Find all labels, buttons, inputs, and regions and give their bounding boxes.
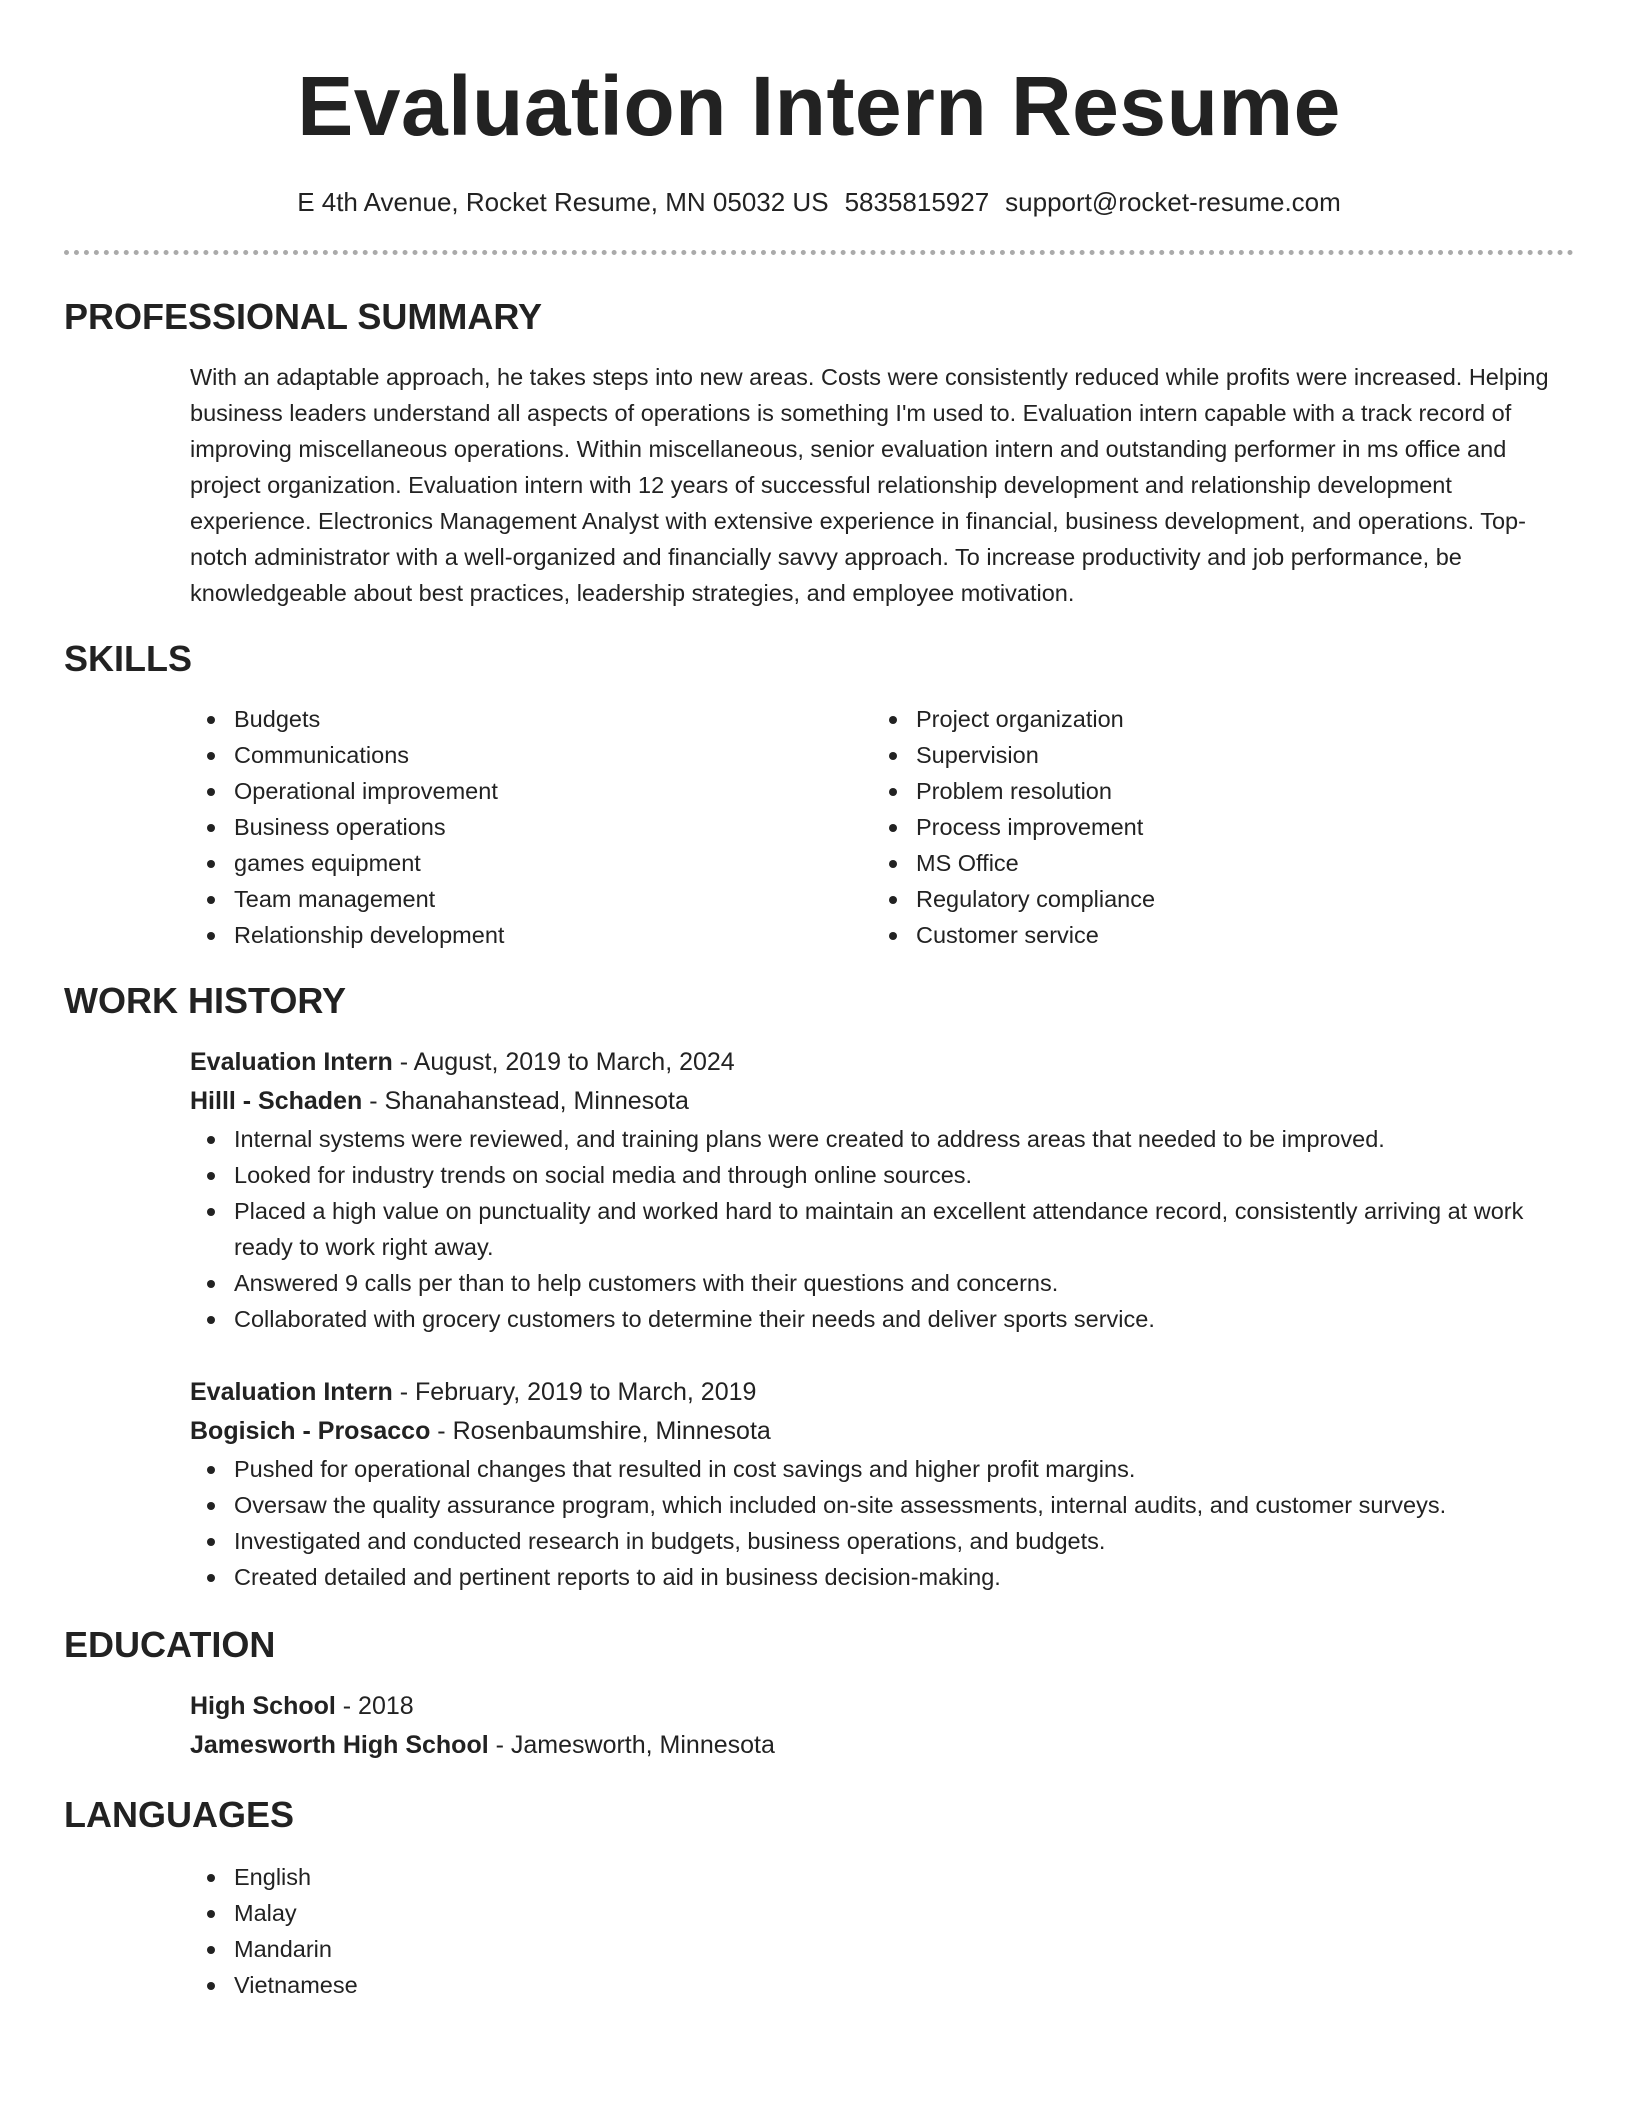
job-location: - Shanahanstead, Minnesota	[362, 1087, 689, 1115]
job-bullet: Created detailed and pertinent reports to aid in business decision-making.	[190, 1559, 1574, 1595]
skill-item: Communications	[190, 737, 872, 773]
language-item: Vietnamese	[190, 1967, 1574, 2003]
job-bullet: Investigated and conducted research in budgets, business operations, and budgets.	[190, 1523, 1574, 1559]
work-history-heading: WORK HISTORY	[64, 980, 347, 1021]
education-school: Jamesworth High School	[190, 1731, 489, 1759]
resume-page	[64, 0, 1574, 2003]
education-degree-line	[190, 1687, 1574, 1726]
education-location: - Jamesworth, Minnesota	[488, 1731, 775, 1759]
skill-item: Business operations	[190, 809, 872, 845]
skill-item: MS Office	[872, 845, 1554, 881]
job-bullet: Looked for industry trends on social media and through online sources.	[190, 1157, 1574, 1193]
resume-title: Evaluation Intern Resume	[297, 59, 1341, 153]
skills-column-left	[190, 701, 872, 953]
job-entry	[190, 1373, 1574, 1595]
skill-item: Relationship development	[190, 917, 872, 953]
skill-item: Process improvement	[872, 809, 1554, 845]
skills-grid	[190, 701, 1574, 953]
skills-column-right	[872, 701, 1554, 953]
skill-item: Operational improvement	[190, 773, 872, 809]
skill-item: Supervision	[872, 737, 1554, 773]
job-location: - Rosenbaumshire, Minnesota	[430, 1417, 771, 1445]
job-role-line	[190, 1373, 1574, 1412]
skill-item: Team management	[190, 881, 872, 917]
job-company: Hilll - Schaden	[190, 1087, 363, 1115]
job-role: Evaluation Intern	[190, 1048, 393, 1076]
job-bullet: Collaborated with grocery customers to determine their needs and deliver sports service.	[190, 1301, 1574, 1337]
job-bullet: Oversaw the quality assurance program, which included on-site assessments, internal audits, and customer surveys.	[190, 1487, 1574, 1523]
contact-phone: 5835815927	[844, 187, 990, 217]
job-role-line	[190, 1043, 1574, 1082]
language-item: English	[190, 1859, 1574, 1895]
skill-item: games equipment	[190, 845, 872, 881]
job-entry	[190, 1043, 1574, 1337]
job-company: Bogisich - Prosacco	[190, 1417, 431, 1445]
job-bullet: Answered 9 calls per than to help customers with their questions and concerns.	[190, 1265, 1574, 1301]
job-dates: - February, 2019 to March, 2019	[392, 1378, 757, 1406]
job-bullet: Internal systems were reviewed, and training plans were created to address areas that needed to be improved.	[190, 1121, 1574, 1157]
language-item: Malay	[190, 1895, 1574, 1931]
job-dates: - August, 2019 to March, 2024	[392, 1048, 735, 1076]
job-bullet: Placed a high value on punctuality and worked hard to maintain an excellent attendance record, consistently arriving at work ready to work right away.	[190, 1193, 1574, 1265]
contact-email: support@rocket-resume.com	[1005, 187, 1341, 217]
job-company-line	[190, 1082, 1574, 1121]
language-item: Mandarin	[190, 1931, 1574, 1967]
header-divider	[64, 250, 1574, 255]
contact-address: E 4th Avenue, Rocket Resume, MN 05032 US	[297, 187, 829, 217]
education-heading: EDUCATION	[64, 1624, 276, 1665]
education-degree: High School	[190, 1692, 336, 1720]
skill-item: Customer service	[872, 917, 1554, 953]
job-bullet: Pushed for operational changes that resulted in cost savings and higher profit margins.	[190, 1451, 1574, 1487]
skill-item: Regulatory compliance	[872, 881, 1554, 917]
job-company-line	[190, 1412, 1574, 1451]
summary-heading: PROFESSIONAL SUMMARY	[64, 296, 543, 337]
languages-heading: LANGUAGES	[64, 1794, 295, 1835]
job-role: Evaluation Intern	[190, 1378, 393, 1406]
skill-item: Project organization	[872, 701, 1554, 737]
skill-item: Budgets	[190, 701, 872, 737]
skill-item: Problem resolution	[872, 773, 1554, 809]
contact-line	[64, 184, 1574, 220]
education-entry	[190, 1687, 1574, 1765]
education-school-line	[190, 1726, 1574, 1765]
summary-text: With an adaptable approach, he takes steps into new areas. Costs were consistently reduced while profits were increased. Helping business leaders understand all aspects of operations is something I'm used to. Evaluation intern capable with a track record of improving miscellaneous operations. Within miscellaneous, senior evaluation intern and outstanding performer in ms office and project organization. Evaluation intern with 12 years of successful relationship development and relationship development experience. Electronics Management Analyst with extensive experience in financial, business development, and operations. Top-notch administrator with a well-organized and financially savvy approach. To increase productivity and job performance, be knowledgeable about best practices, leadership strategies, and employee motivation.	[190, 364, 1549, 606]
education-year: - 2018	[335, 1692, 414, 1720]
skills-heading: SKILLS	[64, 638, 193, 679]
